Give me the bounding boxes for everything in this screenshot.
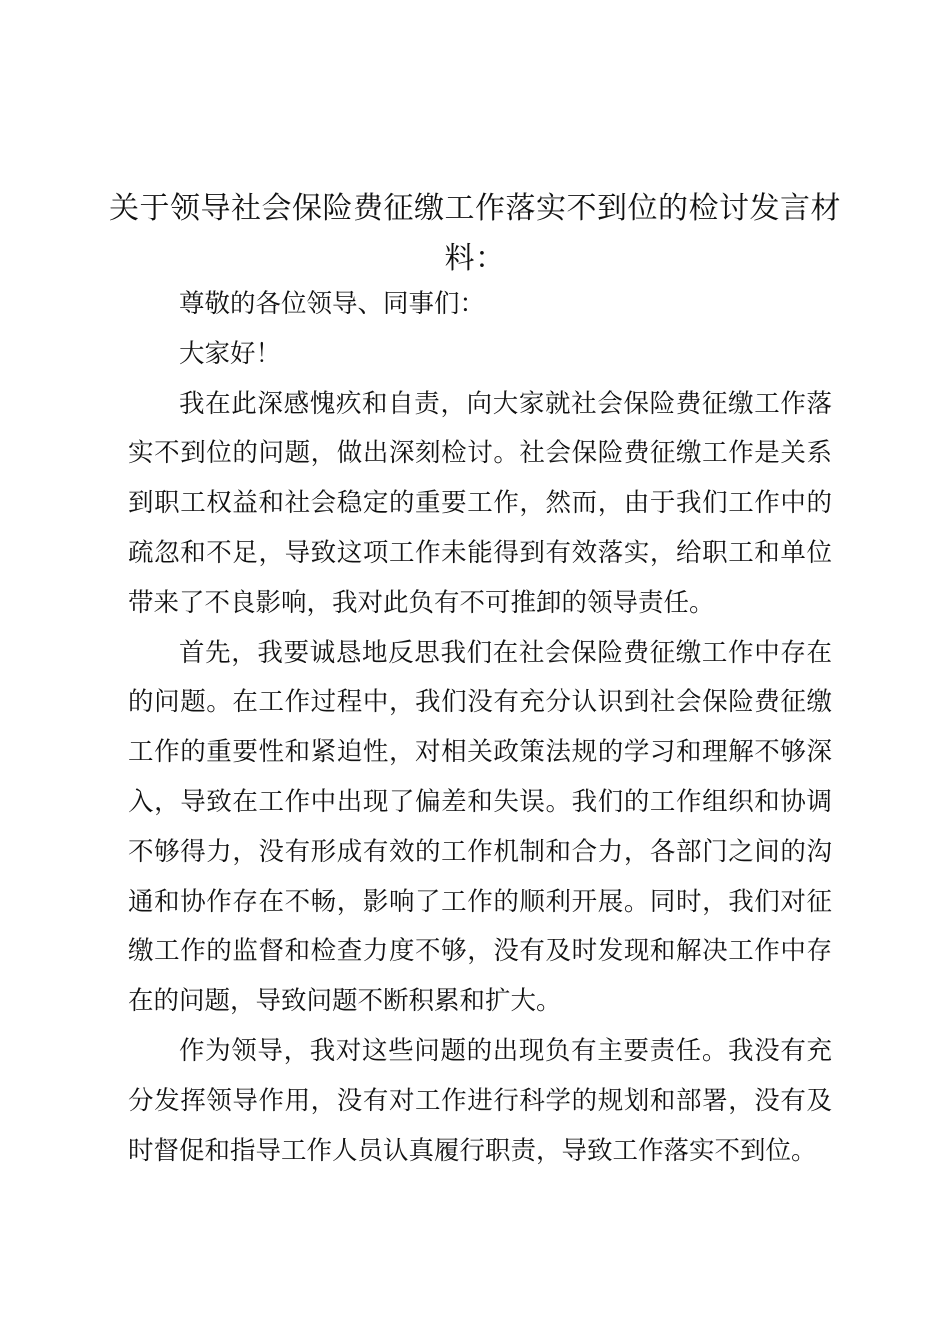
paragraph-1: 我在此深感愧疚和自责，向大家就社会保险费征缴工作落实不到位的问题，做出深刻检讨。社会保险费征缴工作是关系到职工权益和社会稳定的重要工作，然而，由于我们工作中的疏忽和不足，导致这项工作未能得到有效落实，给职工和单位带来了不良影响，我对此负有不可推卸的领导责任。	[128, 388, 832, 618]
salutation: 尊敬的各位领导、同事们：	[179, 289, 486, 319]
paragraph-3: 作为领导，我对这些问题的出现负有主要责任。我没有充分发挥领导作用，没有对工作进行科学的规划和部署，没有及时督促和指导工作人员认真履行职责，导致工作落实不到位。	[128, 1035, 832, 1166]
document-body	[128, 280, 832, 1176]
paragraph-2: 首先，我要诚恳地反思我们在社会保险费征缴工作中存在的问题。在工作过程中，我们没有充分认识到社会保险费征缴工作的重要性和紧迫性，对相关政策法规的学习和理解不够深入，导致在工作中出现了偏差和失误。我们的工作组织和协调不够得力，没有形成有效的工作机制和合力，各部门之间的沟通和协作存在不畅，影响了工作的顺利开展。同时，我们对征缴工作的监督和检查力度不够，没有及时发现和解决工作中存在的问题，导致问题不断积累和扩大。	[128, 637, 832, 1017]
greeting: 大家好！	[179, 338, 282, 369]
document-title: 关于领导社会保险费征缴工作落实不到位的检讨发言材料：	[109, 191, 841, 276]
